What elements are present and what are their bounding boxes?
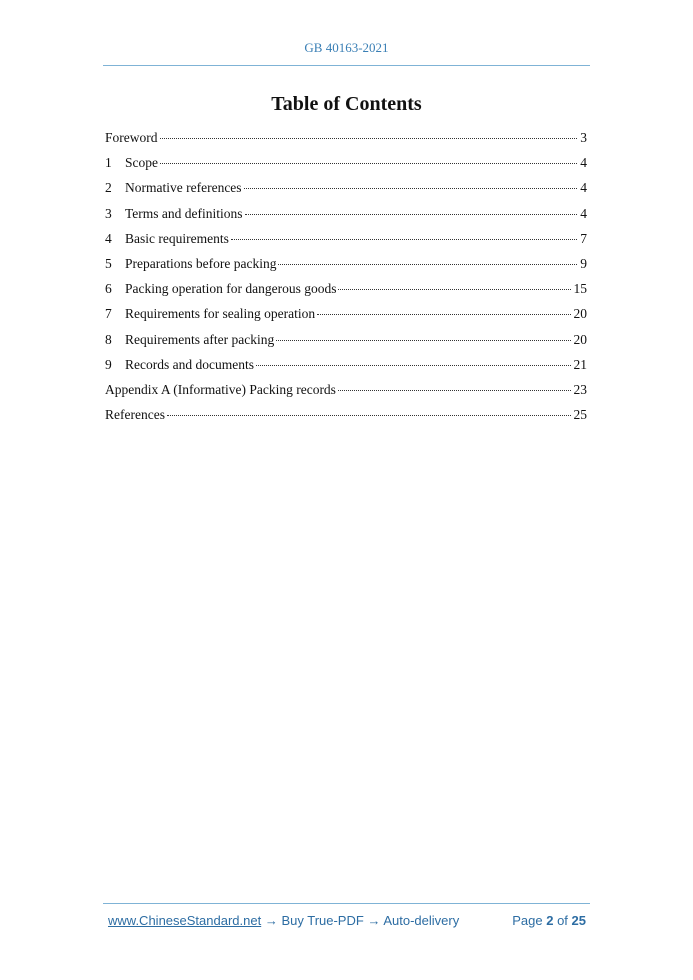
- toc-dot-leader: [167, 415, 571, 416]
- toc-entry-label: Requirements for sealing operation: [125, 306, 316, 322]
- toc-entry-page: 25: [573, 407, 587, 423]
- arrow-right-icon: →: [367, 913, 381, 928]
- toc-entry-label: Foreword: [105, 130, 158, 145]
- toc-entry-page: 23: [573, 381, 587, 397]
- page-title: Table of Contents: [271, 93, 422, 115]
- footer-divider: [103, 903, 590, 904]
- toc-dot-leader: [276, 340, 570, 341]
- toc-dot-leader: [245, 214, 578, 215]
- toc-entry-page: 15: [573, 281, 587, 297]
- toc-entry-basic-requirements[interactable]: [105, 231, 587, 256]
- toc-entry-page: 21: [573, 356, 587, 372]
- toc-entry-label: Requirements after packing: [125, 331, 275, 347]
- website-link[interactable]: www.ChineseStandard.net: [108, 913, 262, 928]
- toc-entry-number: 3: [105, 205, 112, 221]
- toc-entry-page: 3: [580, 130, 587, 145]
- toc-entry-label: Preparations before packing: [125, 255, 277, 271]
- toc-entry-label: Terms and definitions: [125, 205, 243, 221]
- toc-entry-label: Scope: [125, 155, 158, 171]
- toc-entry-number: 8: [105, 331, 112, 347]
- footer-promo: [108, 913, 459, 928]
- toc-dot-leader: [256, 365, 571, 366]
- toc-entry-number: 2: [105, 180, 112, 196]
- toc-dot-leader: [317, 314, 570, 315]
- toc-entry-page: 4: [580, 155, 587, 171]
- toc-entry-label: Basic requirements: [125, 230, 229, 246]
- toc-entry-foreword[interactable]: [105, 130, 587, 155]
- page-footer: [108, 913, 586, 931]
- toc-entry-page: 4: [580, 205, 587, 221]
- table-of-contents: [105, 130, 587, 432]
- page-total: 25: [571, 913, 586, 928]
- toc-entry-label: References: [105, 407, 165, 423]
- toc-entry-page: 4: [580, 180, 587, 196]
- toc-entry-page: 20: [573, 306, 587, 322]
- of-word: of: [557, 913, 568, 928]
- toc-entry-label: Records and documents: [125, 356, 254, 372]
- toc-entry-label: Packing operation for dangerous goods: [125, 281, 337, 297]
- toc-entry-requirements-after-packing[interactable]: [105, 332, 587, 357]
- page-indicator: [512, 913, 586, 928]
- toc-entry-number: 4: [105, 230, 112, 246]
- toc-entry-appendix-a[interactable]: [105, 382, 587, 407]
- page-word: Page: [512, 913, 543, 928]
- toc-entry-label: Appendix A (Informative) Packing records: [105, 381, 336, 397]
- toc-entry-number: 1: [105, 155, 112, 171]
- toc-entry-page: 7: [580, 230, 587, 246]
- toc-entry-scope[interactable]: [105, 155, 587, 180]
- toc-dot-leader: [338, 289, 570, 290]
- document-id: GB 40163-2021: [304, 40, 389, 55]
- document-header: [0, 40, 693, 56]
- toc-entry-packing-operation[interactable]: [105, 281, 587, 306]
- toc-dot-leader: [278, 264, 577, 265]
- toc-dot-leader: [160, 138, 578, 139]
- toc-entry-references[interactable]: [105, 407, 587, 432]
- toc-dot-leader: [160, 163, 577, 164]
- auto-delivery-text: Auto-delivery: [383, 913, 460, 928]
- toc-dot-leader: [231, 239, 577, 240]
- toc-entry-page: 9: [580, 255, 587, 271]
- buy-true-pdf-text: Buy True-PDF: [281, 913, 364, 928]
- toc-entry-normative-references[interactable]: [105, 180, 587, 205]
- toc-entry-records-and-documents[interactable]: [105, 357, 587, 382]
- toc-dot-leader: [244, 188, 578, 189]
- toc-entry-number: 7: [105, 306, 112, 322]
- toc-entry-number: 9: [105, 356, 112, 372]
- toc-entry-number: 5: [105, 255, 112, 271]
- toc-entry-preparations-before-packing[interactable]: [105, 256, 587, 281]
- arrow-right-icon: →: [264, 913, 278, 928]
- header-divider: [103, 65, 590, 66]
- toc-entry-page: 20: [573, 331, 587, 347]
- toc-entry-sealing-operation[interactable]: [105, 306, 587, 331]
- toc-dot-leader: [338, 390, 571, 391]
- toc-entry-terms-and-definitions[interactable]: [105, 206, 587, 231]
- page-current: 2: [546, 913, 554, 928]
- toc-entry-number: 6: [105, 281, 112, 297]
- toc-entry-label: Normative references: [125, 180, 242, 196]
